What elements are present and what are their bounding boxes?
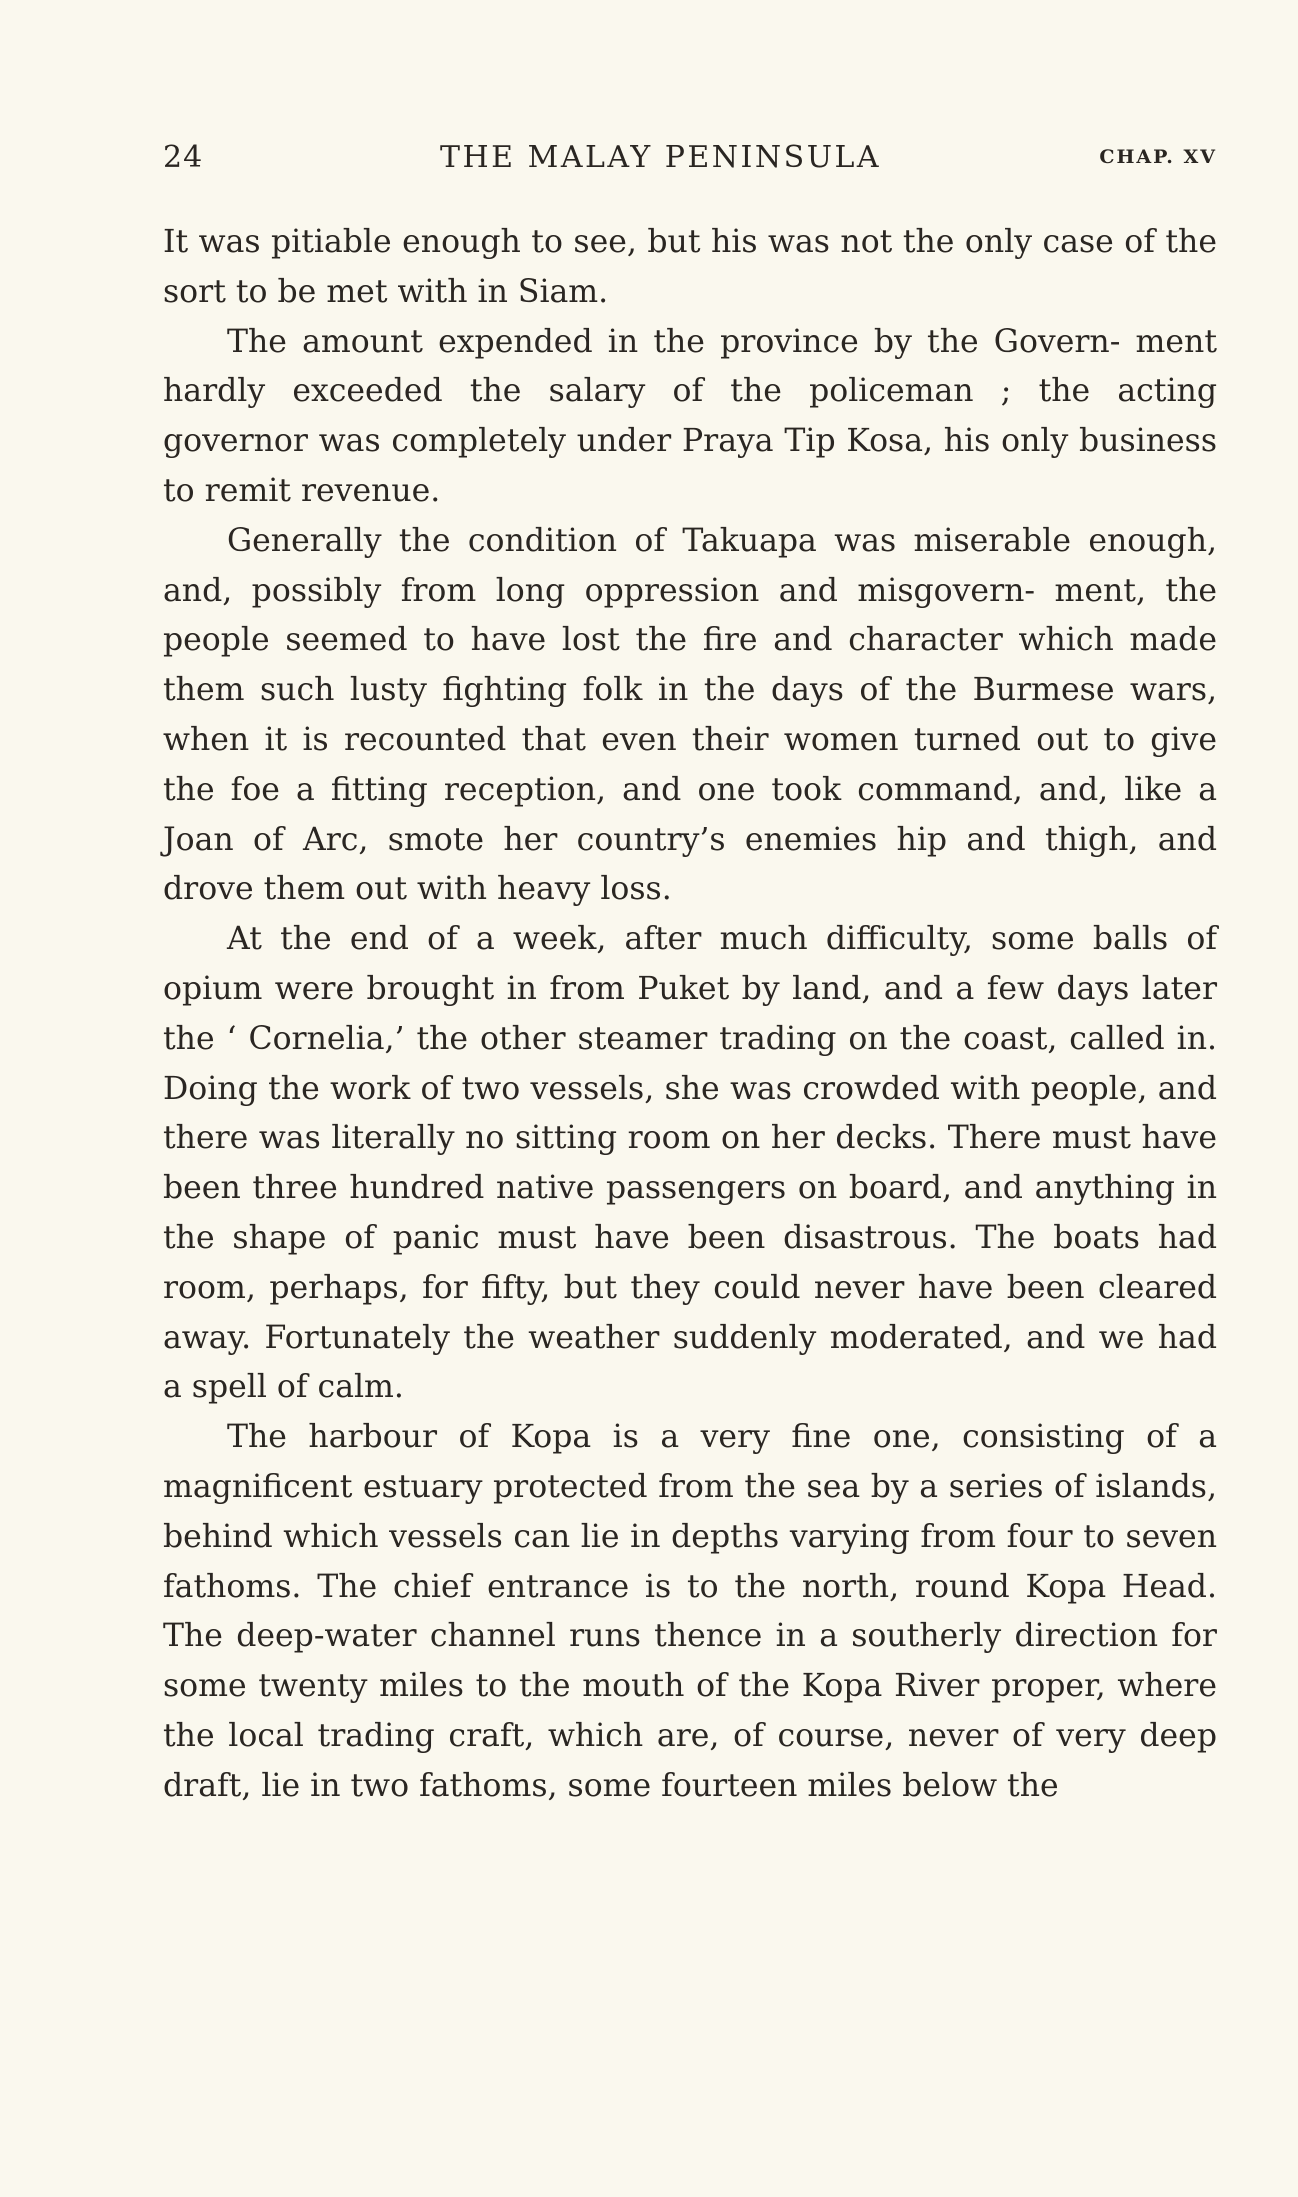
running-header [163,140,1217,180]
paragraph-1: It was pitiable enough to see, but his was not the only case of the sort to be met with in Siam. [163,224,1217,310]
paragraph-4: At the end of a week, after much difficulty, some balls of opium were brought in from Puket by land, and a few days later the ‘ Cornelia,’ the other steamer trading on the coast, called in. Doing the work of two vessels, she was crowded with people, and there was literally no sitting room on her decks. There must have been three hundred native passengers on board, and anything in the shape of panic must have been disastrous. The boats had room, perhaps, for fifty, but they could never have been cleared away. Fortunately the weather suddenly moderated, and we had a spell of calm. [163,921,1217,1406]
running-title: THE MALAY PENINSULA [440,140,882,175]
paragraph-3: Generally the condition of Takuapa was miserable enough, and, possibly from long oppression and misgovern- ment, the people seemed to have lost the fire and character which made them such lusty fighting folk in the days of the Burmese wars, when it is recounted that even their women turned out to give the foe a fitting reception, and one took command, and, like a Joan of Arc, smote her country’s enemies hip and thigh, and drove them out with heavy loss. [163,522,1217,908]
body-text [163,218,1217,1812]
page-number: 24 [163,140,204,175]
chapter-label: CHAP. XV [1099,146,1217,168]
paragraph-2: The amount expended in the province by the Govern- ment hardly exceeded the salary of the policeman ; the acting governor was completely under Praya Tip Kosa, his only business to remit revenue. [163,323,1217,509]
paragraph-5: The harbour of Kopa is a very fine one, consisting of a magnificent estuary protected from the sea by a series of islands, behind which vessels can lie in depths varying from four to seven fathoms. The chief entrance is to the north, round Kopa Head. The deep-water channel runs thence in a southerly direction for some twenty miles to the mouth of the Kopa River proper, where the local trading craft, which are, of course, never of very deep draft, lie in two fathoms, some fourteen miles below the [163,1419,1217,1804]
